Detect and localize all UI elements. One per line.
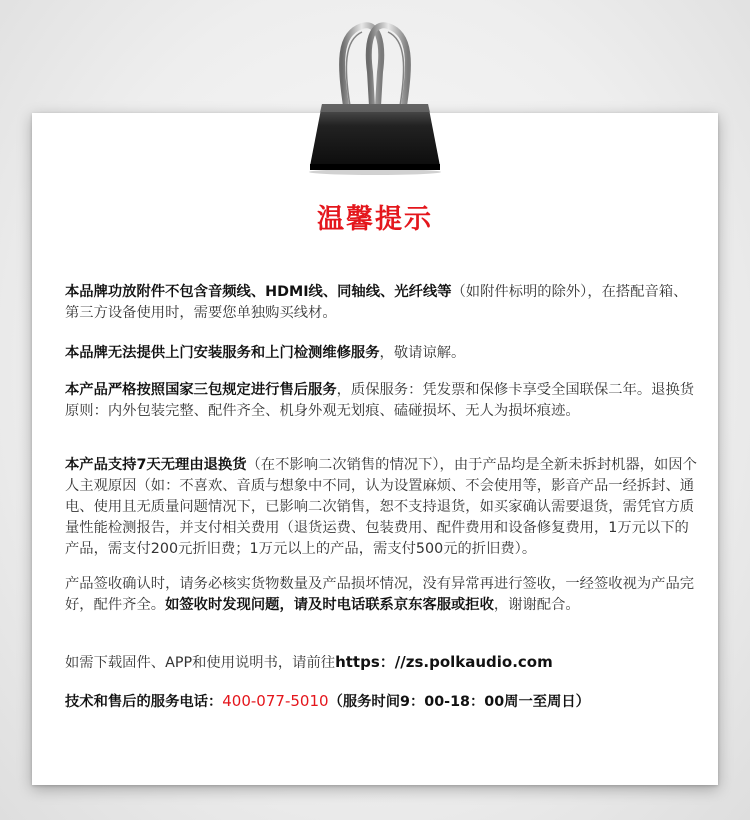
notice-installation [65, 343, 697, 364]
return-text: （在不影响二次销售的情况下），由于产品均是全新未拆封机器，如因个人主观原因（如：不喜欢、音质与想象中不同，认为设置麻烦、不会使用等，影音产品一经拆封、通电、使用且无质量问题情况下，已影响二次销售，恕不支持退货，如买家确认需要退货，需凭官方质量性能检测报告，并支付相关费用（退货运费、包装费用、配件费用和设备修复费用，1万元以下的产品，需支付200元折旧费；1万元以上的产品，需支付500元的折旧费）。 [65, 457, 697, 557]
service-phone-number[interactable]: 400-077-5010 [222, 692, 329, 710]
notice-accessories [65, 282, 697, 324]
return-emphasis: 本产品支持7天无理由退换货 [65, 457, 247, 473]
installation-text: ，敬请谅解。 [379, 345, 466, 361]
warranty-text: ，质保服务：凭发票和保修卡享受全国联保二年。退换货原则：内外包装完整、配件齐全、机身外观无划痕、磕碰损坏、无人为损坏痕迹。 [65, 382, 695, 419]
signing-end-text: ，谢谢配合。 [493, 597, 580, 613]
download-link[interactable]: https：//zs.polkaudio.com [335, 653, 553, 671]
service-hours: （服务时间9：00-18：00周一至周日） [328, 694, 590, 710]
notice-signing [65, 574, 697, 616]
download-text: 如需下载固件、APP和使用说明书，请前往 [65, 655, 336, 671]
signing-text: 产品签收确认时，请务必核实货物数量及产品损坏情况，没有异常再进行签收，一经签收视为产品完好，配件齐全。 [65, 576, 695, 613]
warranty-emphasis: 本产品严格按照国家三包规定进行售后服务 [65, 382, 337, 398]
page-title: 温馨提示 [317, 204, 433, 235]
signing-emphasis: 如签收时发现问题，请及时电话联系京东客服或拒收 [165, 597, 494, 613]
notice-warranty [65, 380, 697, 422]
installation-emphasis: 本品牌无法提供上门安装服务和上门检测维修服务 [65, 345, 380, 361]
accessories-emphasis: 本品牌功放附件不包含音频线、HDMI线、同轴线、光纤线等 [65, 284, 452, 300]
service-phone-label: 技术和售后的服务电话： [65, 694, 223, 710]
accessories-text: （如附件标明的除外），在搭配音箱、第三方设备使用时，需要您单独购买线材。 [65, 284, 688, 321]
notice-download [65, 652, 697, 674]
notice-return-policy [65, 455, 697, 560]
binder-clip-icon [300, 14, 450, 189]
notice-service-phone [65, 691, 697, 713]
